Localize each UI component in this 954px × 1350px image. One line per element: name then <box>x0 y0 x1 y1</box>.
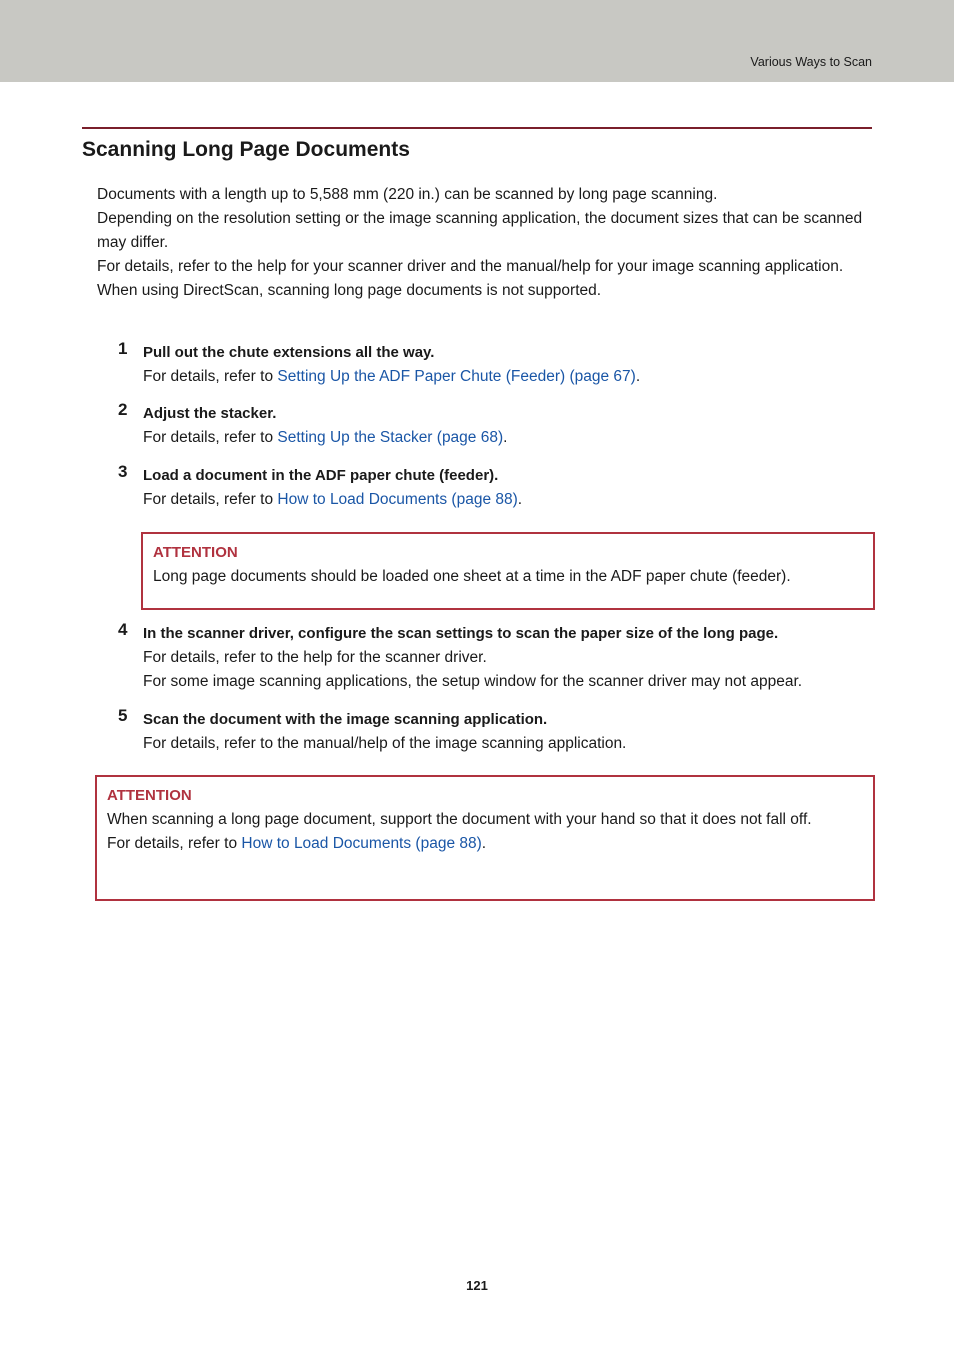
link-stacker[interactable]: Setting Up the Stacker (page 68) <box>277 429 504 446</box>
step-detail: For details, refer to the manual/help of the image scanning application. <box>143 735 627 752</box>
attention-text: When scanning a long page document, support the document with your hand so that it does not fall off. <box>107 811 812 828</box>
step-title: Pull out the chute extensions all the way. <box>143 344 435 361</box>
intro-paragraphs <box>97 183 877 303</box>
attention-text: Long page documents should be loaded one sheet at a time in the ADF paper chute (feeder). <box>153 568 791 585</box>
header-band <box>0 0 954 82</box>
step-title: In the scanner driver, configure the scan settings to scan the paper size of the long page. <box>143 625 779 642</box>
link-adf-paper-chute[interactable]: Setting Up the ADF Paper Chute (Feeder) (page 67) <box>277 368 636 385</box>
link-load-documents[interactable]: How to Load Documents (page 88) <box>277 491 518 508</box>
page-number: 121 <box>466 1278 488 1293</box>
intro-line: When using DirectScan, scanning long page documents is not supported. <box>97 282 602 299</box>
step-number: 5 <box>118 706 128 725</box>
attention-label: ATTENTION <box>107 787 192 804</box>
step-4 <box>118 622 878 694</box>
step-title: Load a document in the ADF paper chute (feeder). <box>143 467 499 484</box>
intro-line: For details, refer to the help for your scanner driver and the manual/help for your image scanning application. <box>97 258 844 275</box>
step-detail: For details, refer to Setting Up the ADF Paper Chute (Feeder) (page 67). <box>143 368 641 385</box>
step-title: Scan the document with the image scanning application. <box>143 711 548 728</box>
page-title: Scanning Long Page Documents <box>82 138 410 161</box>
attention-box <box>95 775 875 901</box>
step-number: 3 <box>118 462 128 481</box>
intro-line: Documents with a length up to 5,588 mm (220 in.) can be scanned by long page scanning. <box>97 186 718 203</box>
step-number: 1 <box>118 339 128 358</box>
step-3 <box>118 464 878 512</box>
step-detail: For details, refer to the help for the scanner driver. <box>143 649 487 666</box>
step-detail: For details, refer to Setting Up the Stacker (page 68). <box>143 429 508 446</box>
step-5 <box>118 708 878 756</box>
section-title: Various Ways to Scan <box>750 55 872 69</box>
step-detail: For details, refer to How to Load Documents (page 88). <box>143 491 523 508</box>
intro-line: Depending on the resolution setting or the image scanning application, the document sizes that can be scanned may differ. <box>97 210 863 251</box>
step-number: 2 <box>118 400 128 419</box>
step-2 <box>118 402 878 450</box>
link-load-documents[interactable]: How to Load Documents (page 88) <box>241 835 482 852</box>
attention-box <box>141 532 875 610</box>
title-rule <box>82 127 872 129</box>
attention-label: ATTENTION <box>153 544 238 561</box>
step-title: Adjust the stacker. <box>143 405 277 422</box>
attention-text: For details, refer to How to Load Documents (page 88). <box>107 835 487 852</box>
step-1 <box>118 341 878 389</box>
step-detail: For some image scanning applications, the setup window for the scanner driver may not appear. <box>143 673 803 690</box>
step-number: 4 <box>118 620 128 639</box>
